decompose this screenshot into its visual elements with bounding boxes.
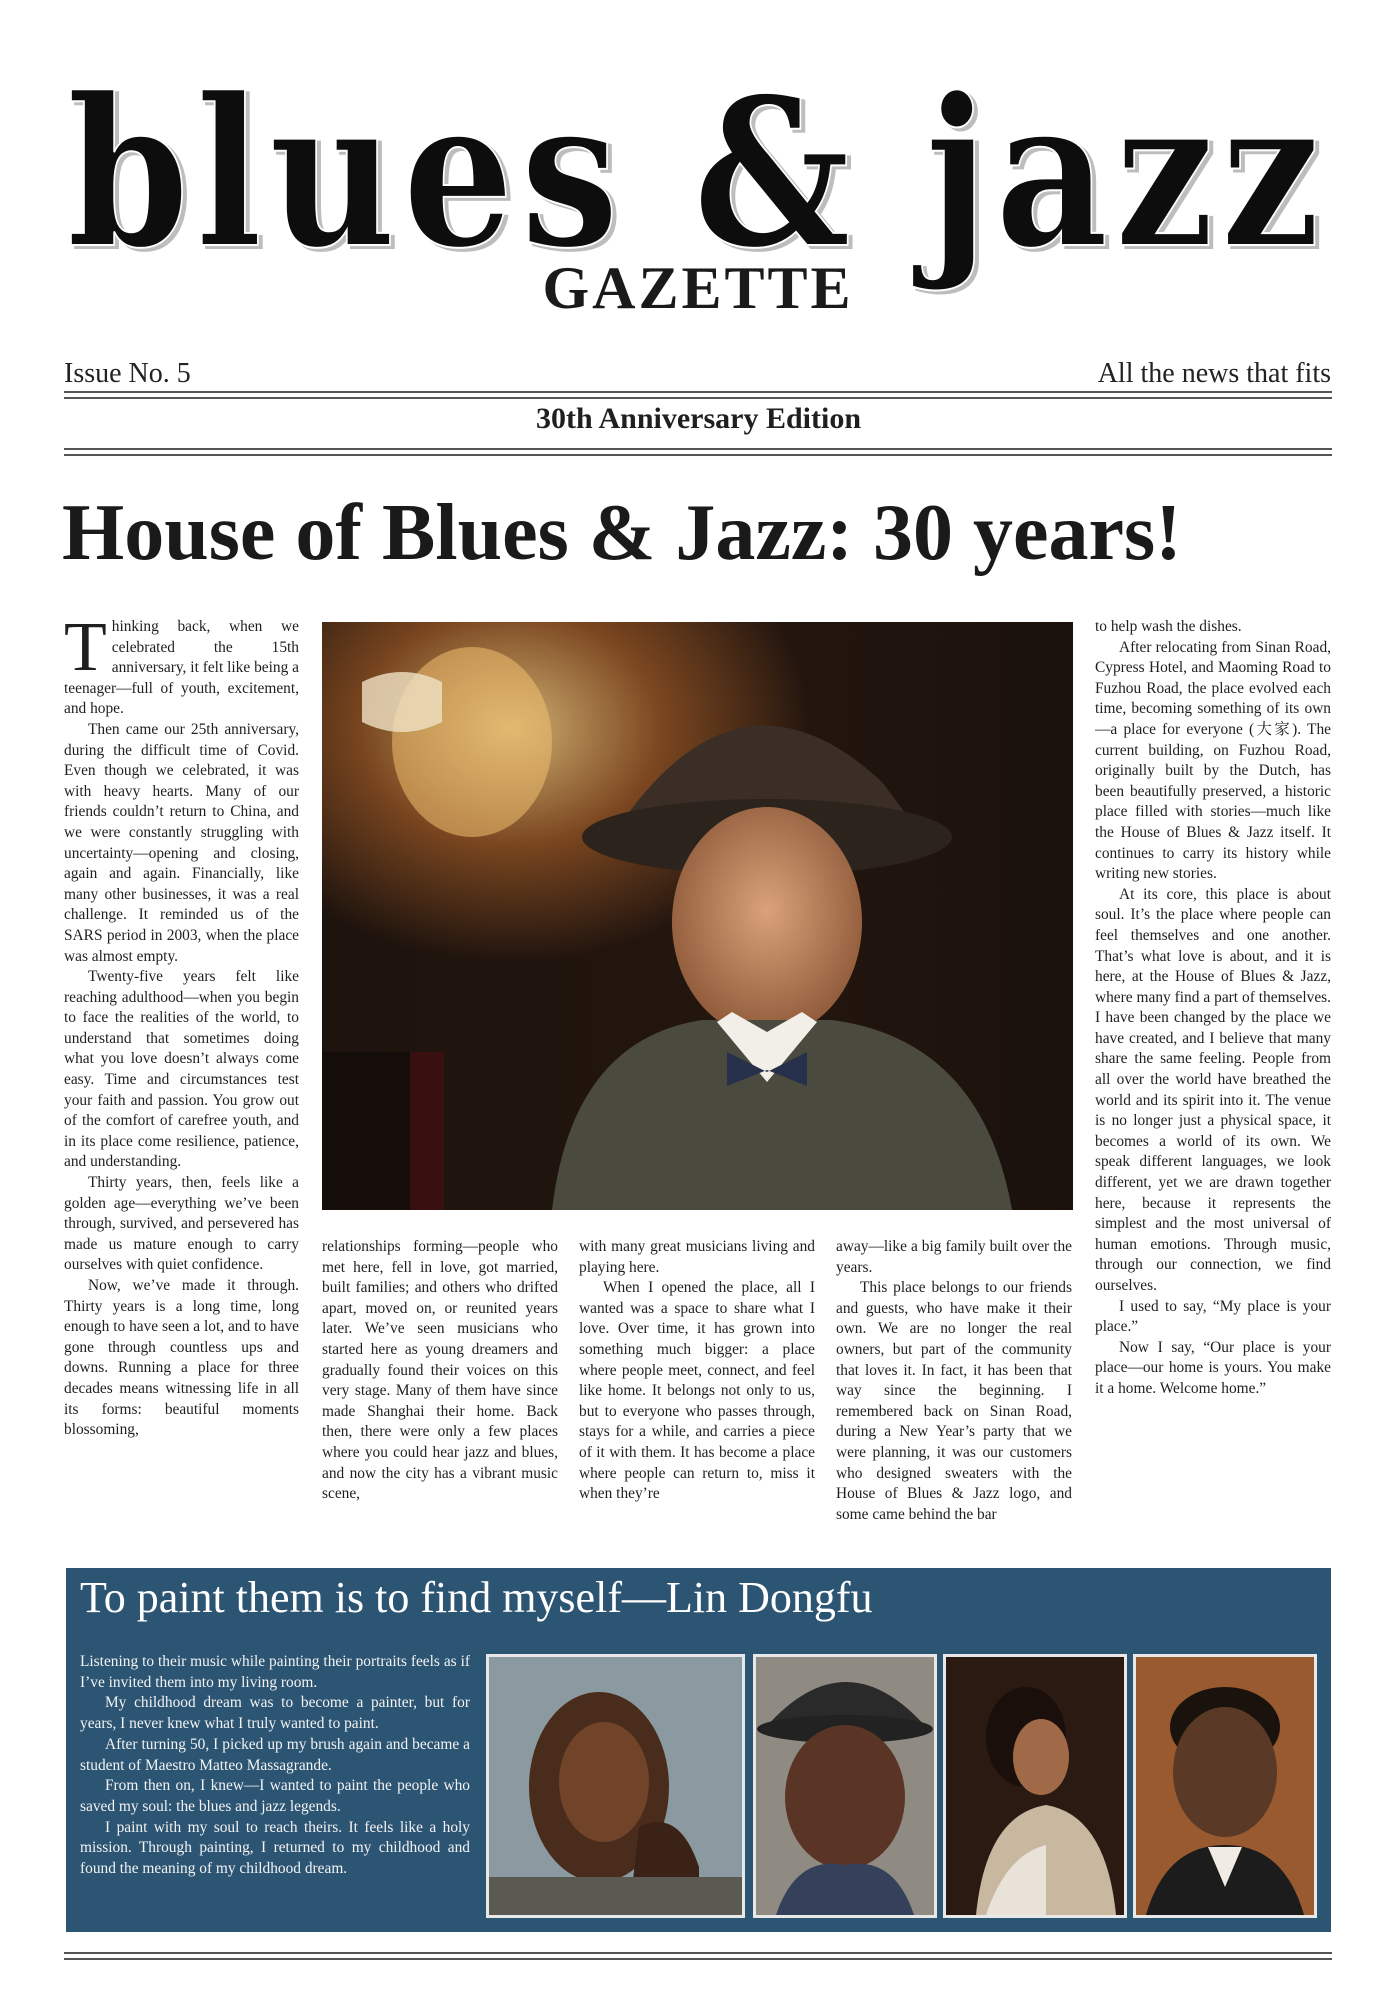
portrait-art-2 xyxy=(756,1657,934,1915)
masthead-rule-top xyxy=(64,391,1332,399)
edition-label: 30th Anniversary Edition xyxy=(535,402,862,435)
masthead-rule-bottom xyxy=(64,448,1332,456)
main-headline: House of Blues & Jazz: 30 years! xyxy=(62,489,1182,577)
paragraph-text: After turning 50, I picked up my brush again and became a student of Maestro Matteo Massagrande. xyxy=(80,1735,470,1774)
paragraph-text: Twenty-five years felt like reaching adulthood—when you begin to face the realities of the world, to understand that sometimes doing what you love doesn’t always come easy. Time and circumstances test your faith and passion. You grow out of the comfort of carefree youth, and in its place come resilience, patience, and understanding. xyxy=(64,968,299,1171)
paragraph xyxy=(64,1276,299,1441)
portrait-painting-4 xyxy=(1133,1654,1317,1918)
feature-text xyxy=(80,1652,470,1880)
paragraph-text: Thirty years, then, feels like a golden age—everything we’ve been through, survived, and persevered has made us mature enough to carry ourselves with quiet confidence. xyxy=(64,1174,299,1274)
paragraph-text: hinking back, when we celebrated the 15th anniversary, it felt like being a teenager—full of youth, excitement, and hope. xyxy=(64,618,299,718)
paragraph xyxy=(80,1693,470,1734)
article-column-2 xyxy=(322,1237,558,1549)
paragraph xyxy=(64,1173,299,1276)
paragraph xyxy=(80,1652,470,1693)
masthead-motto: All the news that fits xyxy=(1097,358,1331,389)
paragraph-text: My childhood dream was to become a painter, but for years, I never knew what I truly wanted to paint. xyxy=(80,1694,470,1733)
paragraph-text: with many great musicians living and playing here. xyxy=(579,1238,815,1276)
hero-photo xyxy=(322,622,1073,1210)
paragraph-text: This place belongs to our friends and guests, who have make it their own. We are no longer the real owners, but part of the community that loves it. In fact, it has been that way since the beginning. I remembered back on Sinan Road, during a New Year’s party that we were planning, it was our customers who designed sweaters with the House of Blues & Jazz logo, and some came behind the bar xyxy=(836,1279,1072,1523)
portrait-painting-2 xyxy=(753,1654,937,1918)
paragraph-text: relationships forming—people who met here, fell in love, got married, built families; and others who drifted apart, moved on, or reunited years later. We’ve seen musicians who started here as young dreamers and gradually found their voices on this very stage. Many of them have since made Shanghai their home. Back then, there were only a few places where you could hear jazz and blues, and now the city has a vibrant music scene, xyxy=(322,1238,558,1503)
paragraph-text: From then on, I knew—I wanted to paint the people who saved my soul: the blues and jazz legends. xyxy=(80,1777,470,1815)
paragraph xyxy=(836,1278,1072,1525)
portrait-painting-1 xyxy=(486,1654,745,1918)
paragraph xyxy=(322,1237,558,1505)
paragraph-text: After relocating from Sinan Road, Cypress Hotel, and Maoming Road to Fuzhou Road, the place evolved each time, becoming something of its own—a place for everyone (大家). The current building, on Fuzhou Road, originally built by the Dutch, has been beautifully preserved, a historic place filled with stories—much like the House of Blues & Jazz itself. It continues to carry its history while writing new stories. xyxy=(1095,638,1331,883)
paragraph-text: Then came our 25th anniversary, during the difficult time of Covid. Even though we celebrated, it was with heavy hearts. Many of our friends couldn’t return to China, and we were constantly struggling with uncertainty—opening and closing, again and again. Financially, like many other businesses, it was a real challenge. It reminded us of the SARS period in 2003, when the place was almost empty. xyxy=(64,720,299,965)
feature-box xyxy=(66,1568,1331,1932)
paragraph-text: Now I say, “Our place is your place—our home is yours. You make it a home. Welcome home.” xyxy=(1095,1338,1331,1397)
paragraph-text: I paint with my soul to reach theirs. It feels like a holy mission. Through painting, I returned to my childhood and found the meaning of my childhood dream. xyxy=(80,1818,470,1878)
paragraph xyxy=(1095,1297,1331,1338)
bottom-rule xyxy=(64,1952,1332,1960)
article-column-3 xyxy=(579,1237,815,1549)
paragraph xyxy=(80,1776,470,1817)
paragraph xyxy=(80,1818,470,1880)
paragraph-text: Now, we’ve made it through. Thirty years is a long time, long enough to have seen a lot, and to have gone through countless ups and downs. Running a place for three decades means witnessing life in all its forms: beautiful moments blossoming, xyxy=(64,1277,299,1439)
paragraph xyxy=(1095,638,1331,885)
portrait-art-1 xyxy=(489,1657,742,1915)
masthead-logo xyxy=(62,40,1332,310)
hero-photo-art xyxy=(322,622,1073,1210)
paragraph-text: When I opened the place, all I wanted was a space to share what I love. Over time, it has grown into something much bigger: a place where people meet, connect, and feel like home. It belongs not only to us, but to everyone who passes through, stays for a while, and carries a piece of it with them. It has become a place where people can return to, miss it when they’re xyxy=(579,1279,815,1503)
paragraph-text: At its core, this place is about soul. It’s the place where people can feel themselves and one another. That’s what love is about, and it is here, at the House of Blues & Jazz, where many find a part of themselves. I have been changed by the place we have created, and I believe that many share the same feeling. People from all over the world have breathed the world and its spirit into it. The venue is no longer just a physical space, it becomes a world of its own. We speak different languages, we look different, yet we are drawn together here, because it represents the simplest and the most universal of human emotions. Through music, through our connection, we find ourselves. xyxy=(1095,885,1331,1294)
paragraph-text: I used to say, “My place is your place.” xyxy=(1095,1297,1331,1336)
paragraph xyxy=(80,1735,470,1776)
paragraph xyxy=(1095,885,1331,1297)
issue-number: Issue No. 5 xyxy=(64,358,191,389)
article-column-1 xyxy=(64,617,299,1547)
portrait-art-3 xyxy=(946,1657,1124,1915)
feature-title: To paint them is to find myself—Lin Dongfu xyxy=(80,1573,873,1622)
paragraph xyxy=(1095,1338,1331,1400)
paragraph-text: away—like a big family built over the years. xyxy=(836,1238,1072,1276)
masthead xyxy=(62,40,1332,310)
masthead-subtitle: GAZETTE xyxy=(542,255,854,310)
paragraph-text: to help wash the dishes. xyxy=(1095,618,1242,635)
article-column-5 xyxy=(1095,617,1331,1549)
portrait-art-4 xyxy=(1136,1657,1314,1915)
portrait-painting-3 xyxy=(943,1654,1127,1918)
paragraph xyxy=(64,720,299,967)
paragraph xyxy=(579,1278,815,1505)
article-column-4 xyxy=(836,1237,1072,1549)
masthead-title: blues & jazz xyxy=(67,54,1327,294)
paragraph xyxy=(64,967,299,1173)
paragraph xyxy=(579,1237,815,1278)
paragraph xyxy=(836,1237,1072,1278)
paragraph xyxy=(1095,617,1331,638)
paragraph-text: Listening to their music while painting their portraits feels as if I’ve invited them into my living room. xyxy=(80,1653,470,1691)
paragraph xyxy=(64,617,299,720)
drop-cap: T xyxy=(64,617,107,686)
